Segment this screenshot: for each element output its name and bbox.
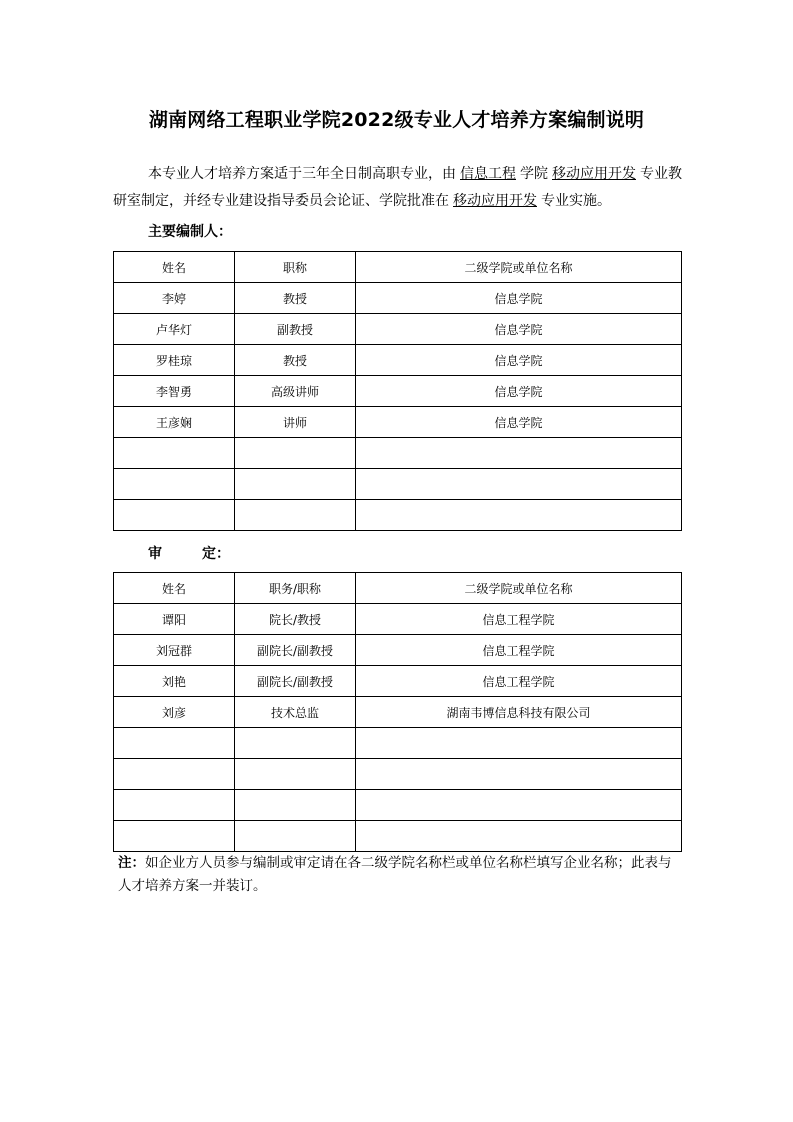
table-cell	[235, 790, 356, 821]
table-cell	[114, 821, 235, 852]
table-cell	[235, 500, 356, 531]
intro-text-part: 本专业人才培养方案适于三年全日制高职专业，由	[148, 166, 456, 182]
intro-text-part: 学院	[520, 166, 548, 182]
major-field: 移动应用开发	[552, 166, 636, 182]
table-row	[114, 697, 682, 728]
intro-paragraph	[113, 161, 683, 215]
table-cell: 刘彦	[114, 697, 235, 728]
intro-text-part: 教研室制定，并经专业建设指导委员会论证、学院批准在	[113, 166, 682, 209]
table-cell: 谭阳	[114, 604, 235, 635]
table-cell	[356, 728, 682, 759]
table-cell: 信息学院	[356, 376, 682, 407]
table-cell	[235, 469, 356, 500]
reviewers-label-part: 审	[148, 546, 162, 562]
table-cell	[235, 728, 356, 759]
table-cell	[356, 500, 682, 531]
table-row	[114, 790, 682, 821]
table-cell: 教授	[235, 345, 356, 376]
table-cell: 信息学院	[356, 407, 682, 438]
table-cell: 信息工程学院	[356, 604, 682, 635]
header-cell: 姓名	[114, 252, 235, 283]
table-row	[114, 759, 682, 790]
editors-section-label: 主要编制人：	[148, 224, 232, 240]
table-cell	[114, 438, 235, 469]
table-cell: 副院长/副教授	[235, 666, 356, 697]
table-row	[114, 604, 682, 635]
table-cell: 信息工程学院	[356, 635, 682, 666]
header-cell: 职称	[235, 252, 356, 283]
table-cell: 罗桂琼	[114, 345, 235, 376]
table-cell	[114, 759, 235, 790]
table-cell	[356, 438, 682, 469]
reviewers-section-label	[148, 543, 230, 563]
reviewers-table	[113, 572, 682, 852]
editors-table	[113, 251, 682, 531]
table-cell: 教授	[235, 283, 356, 314]
footnote	[118, 852, 683, 898]
table-cell: 刘艳	[114, 666, 235, 697]
table-cell	[356, 790, 682, 821]
table-cell	[114, 790, 235, 821]
table-cell: 技术总监	[235, 697, 356, 728]
table-row	[114, 283, 682, 314]
table-cell: 副教授	[235, 314, 356, 345]
reviewers-label-part: 定：	[202, 546, 230, 562]
table-cell	[114, 500, 235, 531]
footnote-text: 如企业方人员参与编制或审定请在各二级学院名称栏或单位名称栏填写企业名称；此表与人才培养方案一并装订。	[118, 855, 672, 894]
table-cell: 讲师	[235, 407, 356, 438]
intro-text	[113, 161, 683, 215]
table-cell: 信息学院	[356, 283, 682, 314]
table-cell: 卢华灯	[114, 314, 235, 345]
table-cell	[356, 759, 682, 790]
table-cell: 院长/教授	[235, 604, 356, 635]
table-cell	[356, 821, 682, 852]
table-cell: 信息学院	[356, 314, 682, 345]
table-header-row	[114, 252, 682, 283]
footnote-label: 注：	[118, 855, 145, 871]
table-cell	[235, 759, 356, 790]
table-cell	[235, 438, 356, 469]
table-row	[114, 635, 682, 666]
page-title: 湖南网络工程职业学院2022级专业人才培养方案编制说明	[148, 109, 645, 131]
table-cell: 信息学院	[356, 345, 682, 376]
table-row	[114, 469, 682, 500]
table-cell: 信息工程学院	[356, 666, 682, 697]
table-row	[114, 438, 682, 469]
table-cell	[356, 469, 682, 500]
table-row	[114, 666, 682, 697]
table-cell	[114, 469, 235, 500]
intro-text-part: 专业	[640, 166, 668, 182]
table-cell: 高级讲师	[235, 376, 356, 407]
table-row	[114, 407, 682, 438]
table-cell	[235, 821, 356, 852]
college-field: 信息工程	[460, 166, 516, 182]
table-row	[114, 345, 682, 376]
table-cell: 湖南韦博信息科技有限公司	[356, 697, 682, 728]
table-row	[114, 314, 682, 345]
table-row	[114, 728, 682, 759]
table-cell: 李智勇	[114, 376, 235, 407]
table-row	[114, 821, 682, 852]
table-cell: 李婷	[114, 283, 235, 314]
table-cell	[114, 728, 235, 759]
header-cell: 姓名	[114, 573, 235, 604]
major-field-2: 移动应用开发	[453, 193, 537, 209]
header-cell: 二级学院或单位名称	[356, 252, 682, 283]
table-row	[114, 500, 682, 531]
table-cell: 副院长/副教授	[235, 635, 356, 666]
table-row	[114, 376, 682, 407]
header-cell: 二级学院或单位名称	[356, 573, 682, 604]
table-cell: 王彦娴	[114, 407, 235, 438]
header-cell: 职务/职称	[235, 573, 356, 604]
table-header-row	[114, 573, 682, 604]
table-cell: 刘冠群	[114, 635, 235, 666]
intro-text-part: 专业实施。	[541, 193, 611, 209]
